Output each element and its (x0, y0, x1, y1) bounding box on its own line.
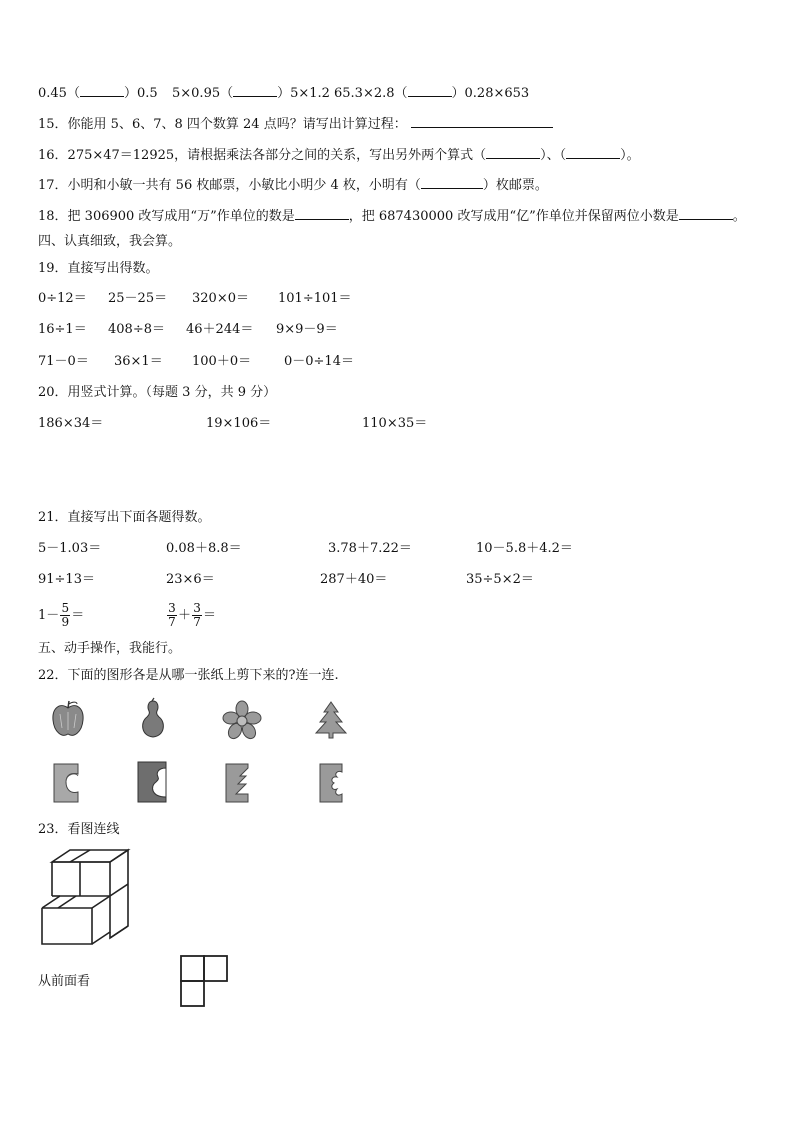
q14-c: 65.3×2.8（ ）0.28×653 (334, 86, 530, 101)
q21-r1-c1: 23×6＝ (166, 572, 215, 587)
q18-line: 18．把 306900 改写成用“万”作单位的数是 ，把 687430000 改写成用“亿”作单位并保留两位小数是 。 (38, 209, 746, 224)
q19-r0-c2: 320×0＝ (192, 291, 249, 306)
q19-title: 19．直接写出得数。 (38, 261, 159, 276)
q14-c-blank[interactable] (408, 84, 452, 97)
apple-icon[interactable] (50, 700, 86, 740)
q18-blank-2[interactable] (679, 207, 733, 220)
section-5-heading: 五、动手操作，我能行。 (38, 641, 182, 656)
section-4-heading: 四、认真细致，我会算。 (38, 234, 182, 249)
q21-r1-c2: 287＋40＝ (320, 572, 388, 587)
q19-r1-c0: 16÷1＝ (38, 322, 87, 337)
q20-item-2: 19×106＝ (206, 416, 272, 431)
q14-b-blank[interactable] (233, 84, 277, 97)
q23-view-label: 从前面看 (38, 974, 91, 989)
q15-line (38, 115, 553, 133)
q14-b: 5×0.95（ ）5×1.2 (172, 86, 330, 101)
q21-fraction-expr-1: 1－ $\frac{5}{9}$ ＝ (38, 601, 85, 629)
flower-icon[interactable] (222, 700, 262, 740)
q21-r1-c0: 91÷13＝ (38, 572, 95, 587)
q17-line: 17．小明和小敏一共有 56 枚邮票，小敏比小明少 4 枚，小明有（ ）枚邮票。 (38, 178, 548, 193)
paper-gourd-cutout[interactable] (136, 760, 168, 804)
q14-a-right: ）0.5 (123, 86, 158, 101)
fraction-3-7-a: $\frac{3}{7}$ (168, 601, 176, 629)
q22-title: 22．下面的图形各是从哪一张纸上剪下来的?连一连. (38, 668, 339, 683)
q19-r2-c3: 0－0÷14＝ (284, 354, 354, 369)
q19-r0-c0: 0÷12＝ (38, 291, 87, 306)
q16-blank-2[interactable] (566, 146, 620, 159)
q21-r1-c3: 35÷5×2＝ (466, 572, 534, 587)
fraction-3-7-b: $\frac{3}{7}$ (193, 601, 201, 629)
q21-fraction-expr-2: $\frac{3}{7}$ ＋ $\frac{3}{7}$ ＝ (168, 601, 217, 629)
q14-line (38, 84, 158, 102)
q15-answer-blank[interactable] (411, 115, 553, 128)
q19-r0-c3: 101÷101＝ (278, 291, 352, 306)
q21-r0-c1: 0.08＋8.8＝ (166, 541, 242, 556)
q20-title: 20．用竖式计算。（每题 3 分，共 9 分） (38, 385, 277, 400)
q19-r0-c1: 25－25＝ (108, 291, 168, 306)
q19-r2-c1: 36×1＝ (114, 354, 163, 369)
q14-a-blank[interactable] (80, 84, 124, 97)
paper-apple-cutout[interactable] (52, 762, 82, 804)
q21-r0-c2: 3.78＋7.22＝ (328, 541, 412, 556)
q19-r1-c1: 408÷8＝ (108, 322, 165, 337)
q21-title: 21．直接写出下面各题得数。 (38, 510, 211, 525)
q17-blank[interactable] (421, 176, 483, 189)
q21-r0-c3: 10－5.8＋4.2＝ (476, 541, 573, 556)
q18-blank-1[interactable] (295, 207, 349, 220)
q21-r0-c0: 5－1.03＝ (38, 541, 102, 556)
q16-line: 16．275×47＝12925，请根据乘法各部分之间的关系，写出另外两个算式（ ）、（ ）。 (38, 148, 640, 163)
q19-r2-c0: 71－0＝ (38, 354, 89, 369)
q19-r1-c3: 9×9－9＝ (276, 322, 338, 337)
cube-stack-figure (40, 848, 132, 946)
fraction-5-9: $\frac{5}{9}$ (61, 601, 70, 629)
tree-icon[interactable] (314, 700, 348, 740)
q19-r1-c2: 46＋244＝ (186, 322, 254, 337)
q19-r2-c2: 100＋0＝ (192, 354, 252, 369)
q23-title: 23．看图连线 (38, 822, 120, 837)
q14-a-left: 0.45（ (38, 86, 80, 101)
gourd-icon[interactable] (138, 698, 168, 740)
q15-text: 15．你能用 5、6、7、8 四个数算 24 点吗？请写出计算过程： (38, 117, 407, 132)
q20-item-1: 186×34＝ (38, 416, 104, 431)
q20-item-3: 110×35＝ (362, 416, 428, 431)
paper-flower-cutout[interactable] (318, 762, 348, 804)
q16-blank-1[interactable] (486, 146, 540, 159)
front-view-figure[interactable] (180, 955, 230, 1007)
paper-tree-cutout[interactable] (224, 762, 252, 804)
